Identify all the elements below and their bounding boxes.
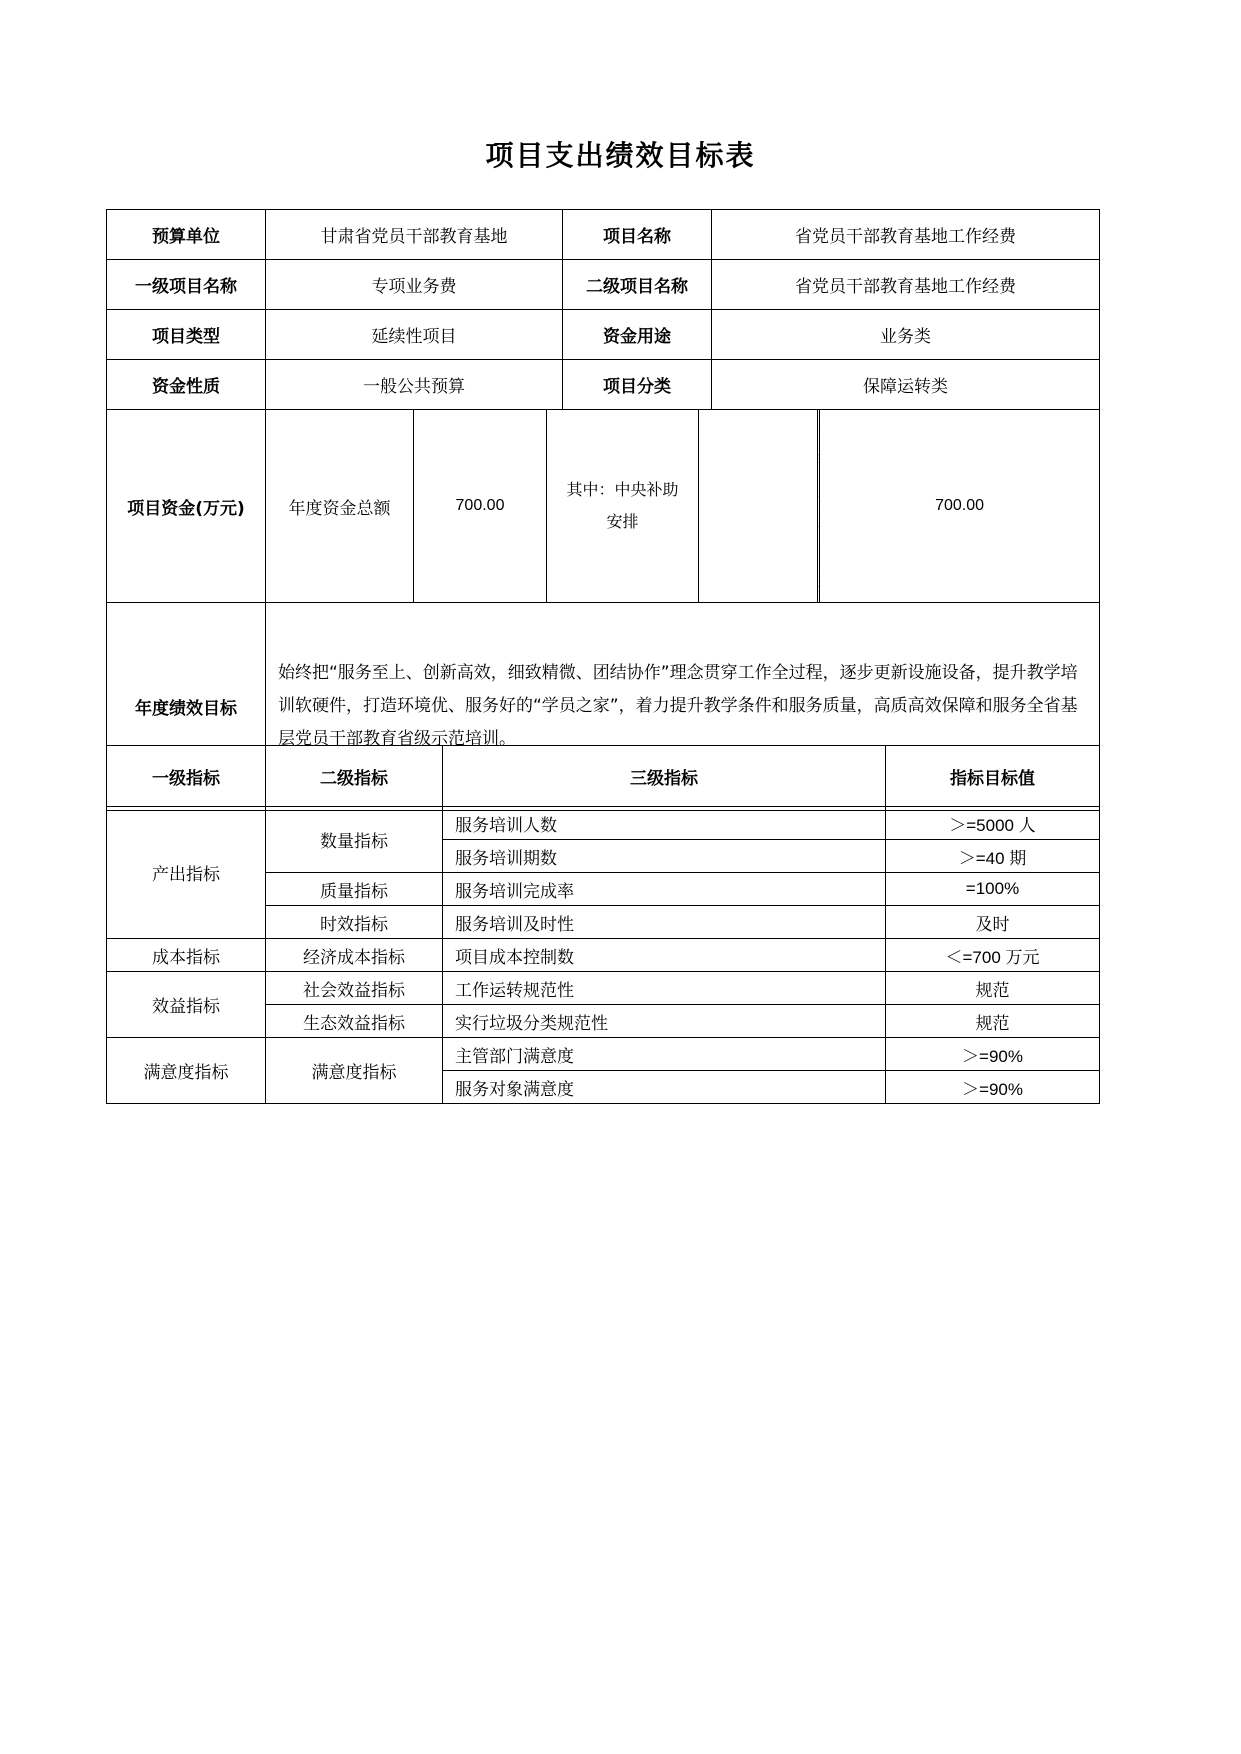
kpi-level1-cost: 成本指标	[107, 939, 266, 972]
fund-nature-label: 资金性质	[107, 360, 266, 410]
kpi-level1-output: 产出指标	[107, 807, 266, 939]
kpi-level3: 服务培训完成率	[443, 873, 886, 906]
kpi-header-target: 指标目标值	[886, 746, 1100, 807]
kpi-level2-social: 社会效益指标	[266, 972, 443, 1005]
kpi-header-row	[107, 746, 1100, 807]
annual-total-label: 年度资金总额	[266, 410, 414, 603]
kpi-level2-economic: 经济成本指标	[266, 939, 443, 972]
kpi-target: ＜=700 万元	[886, 939, 1100, 972]
kpi-level2-ecological: 生态效益指标	[266, 1005, 443, 1038]
kpi-target: =100%	[886, 873, 1100, 906]
kpi-level1-satisfaction: 满意度指标	[107, 1038, 266, 1104]
info-row-budget-unit	[107, 210, 1100, 260]
fund-nature-value: 一般公共预算	[266, 360, 563, 410]
project-type-value: 延续性项目	[266, 310, 563, 360]
info-row-funds	[107, 410, 1100, 603]
info-row-level1-project	[107, 260, 1100, 310]
provincial-value: 700.00	[820, 410, 1100, 603]
info-row-project-type	[107, 310, 1100, 360]
kpi-table	[106, 745, 1100, 1104]
level2-project-label: 二级项目名称	[563, 260, 712, 310]
info-row-fund-nature	[107, 360, 1100, 410]
annual-goal-label: 年度绩效目标	[107, 603, 266, 811]
provincial-label-line2	[818, 538, 819, 602]
level2-project-value: 省党员干部教育基地工作经费	[712, 260, 1100, 310]
central-subsidy-value	[699, 410, 818, 603]
kpi-level3: 服务培训期数	[443, 840, 886, 873]
kpi-level2-timeliness: 时效指标	[266, 906, 443, 939]
project-name-value: 省党员干部教育基地工作经费	[712, 210, 1100, 260]
project-category-label: 项目分类	[563, 360, 712, 410]
table-row	[107, 1038, 1100, 1071]
kpi-header-level2: 二级指标	[266, 746, 443, 807]
fund-use-label: 资金用途	[563, 310, 712, 360]
project-category-value: 保障运转类	[712, 360, 1100, 410]
kpi-target: ＞=5000 人	[886, 807, 1100, 840]
annual-total-value: 700.00	[414, 410, 547, 603]
project-funds-label: 项目资金(万元)	[107, 410, 266, 603]
kpi-target: 规范	[886, 1005, 1100, 1038]
kpi-header-level3: 三级指标	[443, 746, 886, 807]
budget-unit-label: 预算单位	[107, 210, 266, 260]
central-subsidy-label-line2: 安排	[606, 512, 639, 531]
central-subsidy-label-line1: 其中：中央补助	[566, 480, 679, 499]
kpi-target: ＞=90%	[886, 1038, 1100, 1071]
project-type-label: 项目类型	[107, 310, 266, 360]
kpi-level3: 服务培训人数	[443, 807, 886, 840]
project-info-table	[106, 209, 1100, 811]
kpi-level2-satisfaction: 满意度指标	[266, 1038, 443, 1104]
kpi-level3: 服务培训及时性	[443, 906, 886, 939]
budget-unit-value: 甘肃省党员干部教育基地	[266, 210, 563, 260]
central-subsidy-label	[547, 410, 699, 603]
kpi-target: ＞=90%	[886, 1071, 1100, 1104]
kpi-target: 及时	[886, 906, 1100, 939]
kpi-target: 规范	[886, 972, 1100, 1005]
kpi-header-level1: 一级指标	[107, 746, 266, 807]
kpi-target: ＞=40 期	[886, 840, 1100, 873]
fund-use-value: 业务类	[712, 310, 1100, 360]
table-row	[107, 807, 1100, 840]
kpi-level3: 项目成本控制数	[443, 939, 886, 972]
level1-project-label: 一级项目名称	[107, 260, 266, 310]
kpi-level3: 实行垃圾分类规范性	[443, 1005, 886, 1038]
kpi-level1-benefit: 效益指标	[107, 972, 266, 1038]
kpi-level3: 工作运转规范性	[443, 972, 886, 1005]
kpi-level2-quality: 质量指标	[266, 873, 443, 906]
table-row	[107, 972, 1100, 1005]
kpi-level2-quantity: 数量指标	[266, 807, 443, 873]
kpi-level3: 服务对象满意度	[443, 1071, 886, 1104]
level1-project-value: 专项业务费	[266, 260, 563, 310]
table-row	[107, 939, 1100, 972]
project-name-label: 项目名称	[563, 210, 712, 260]
page-title: 项目支出绩效目标表	[485, 139, 756, 172]
provincial-label-line1	[818, 410, 819, 538]
annual-goal-text: 始终把“服务至上、创新高效，细致精微、团结协作”理念贯穿工作全过程，逐步更新设施设备，提升教学培训软硬件，打造环境优、服务好的“学员之家”，着力提升教学条件和服务质量，高质高效保障和服务全省基层党员干部教育省级示范培训。	[266, 603, 1100, 811]
kpi-level3: 主管部门满意度	[443, 1038, 886, 1071]
